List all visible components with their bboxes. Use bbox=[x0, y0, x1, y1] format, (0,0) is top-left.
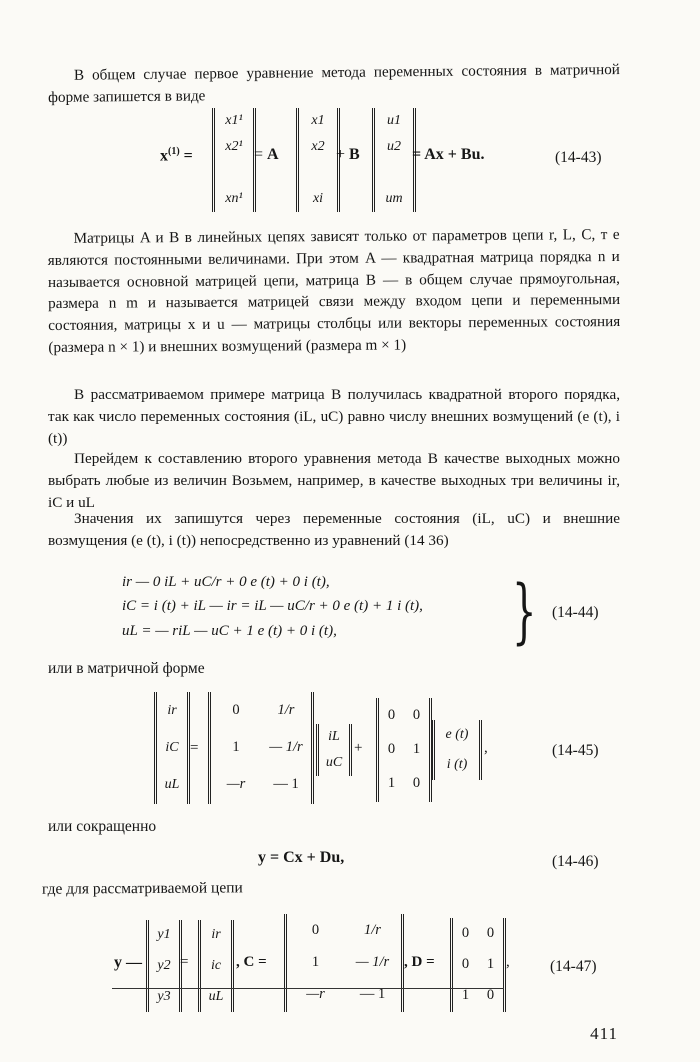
eq45-number: (14-45) bbox=[552, 742, 599, 759]
eq47-eq1: = bbox=[180, 954, 189, 970]
eq44-line-3: uL = — riL — uC + 1 e (t) + 0 i (t), bbox=[122, 623, 337, 639]
eq47-y-vector: y1 y2 y3 bbox=[146, 920, 182, 1012]
page-number: 411 bbox=[590, 1024, 618, 1043]
eq47-matrix-d: 0 0 0 1 1 0 bbox=[450, 918, 506, 1012]
eq43-col-inputs: u1 u2 um bbox=[372, 108, 416, 212]
eq43-lhs: $x^{(1)}$ = bbox=[160, 146, 193, 165]
eq45-state-vector: iL uC bbox=[316, 724, 352, 776]
eq45-input-vector: e (t) i (t) bbox=[432, 720, 482, 780]
eq47-matrix-c: 0 1/r 1 — 1/r —r — 1 bbox=[284, 914, 404, 1012]
eq43-matrix-a: = A bbox=[254, 146, 279, 163]
paragraph-matrices: Матрицы A и B в линейных цепях зависят только от параметров цепи r, L, C, т е являются постоянными величинами. При этом A — квадратная матрица порядка n и называется основной матрицей цепи, матрица B — в общем случае прямоугольная, размера n m и называется матрицей связи между входом цепи и переменными состояния, матрицы x и u — матрицы столбцы или векторы переменных состояния (размера n × 1) и внешних возмущений (размера m × 1) bbox=[47, 226, 621, 356]
eq45-comma: , bbox=[484, 740, 488, 756]
text-or-matrix-form: или в матричной форме bbox=[48, 660, 205, 677]
paragraph-outputs: Значения их запишутся через переменные состояния (iL, uC) и внешние возмущения (e (t), i (t)) непосредственно из уравнений (14 36) bbox=[48, 510, 620, 549]
paragraph-intro: В общем случае первое уравнение метода переменных состояния в матричной форме запишется в виде bbox=[48, 61, 620, 106]
eq44-line-1: ir — 0 iL + uC/r + 0 e (t) + 0 i (t), bbox=[122, 574, 330, 590]
eq44-number: (14-44) bbox=[552, 604, 599, 621]
eq45-matrix-d: 0 0 0 1 1 0 bbox=[376, 698, 432, 802]
eq47-c-label: , C = bbox=[236, 954, 267, 970]
eq45-plus: + bbox=[354, 740, 363, 756]
eq44-brace: } bbox=[512, 570, 537, 652]
paragraph-example: В рассматриваемом примере матрица B получилась квадратной второго порядка, так как число переменных состояния (iL, uC) равно числу внешних возмущений (e (t), i (t)) bbox=[48, 386, 620, 447]
eq47-number: (14-47) bbox=[550, 958, 597, 975]
eq43-col-state: x1 x2 xi bbox=[296, 108, 340, 212]
eq45-output-vector: ir iC uL bbox=[154, 692, 190, 804]
eq43-matrix-b: + B bbox=[336, 146, 360, 163]
text-where: где для рассматриваемой цепи bbox=[41, 879, 243, 898]
eq45-equals: = bbox=[190, 740, 199, 756]
equation-14-46: y = Cx + Du, bbox=[258, 849, 345, 866]
eq44-line-2: iC = i (t) + iL — ir = iL — uC/r + 0 e (t) + 1 i (t), bbox=[122, 598, 423, 614]
text-or-short: или сокращенно bbox=[48, 818, 157, 835]
eq47-comma: , bbox=[506, 954, 510, 970]
eq47-underline bbox=[112, 988, 504, 989]
eq47-d-label: , D = bbox=[404, 954, 435, 970]
eq43-col-derivatives: x1¹ x2¹ xn¹ bbox=[212, 108, 256, 212]
eq43-number: (14-43) bbox=[555, 149, 602, 166]
eq43-rhs: = Ax + Bu. bbox=[412, 146, 485, 163]
eq47-y-label: y — bbox=[114, 954, 142, 971]
eq46-number: (14-46) bbox=[552, 853, 599, 870]
paragraph-second-equation: Перейдем к составлению второго уравнения метода В качестве выходных можно выбрать любые из величин Возьмем, например, в качестве выходных три величины ir, iC и uL bbox=[48, 450, 620, 511]
eq45-matrix-c: 0 1/r 1 — 1/r —r — 1 bbox=[208, 692, 314, 804]
eq47-y-components: ir ic uL bbox=[198, 920, 234, 1012]
